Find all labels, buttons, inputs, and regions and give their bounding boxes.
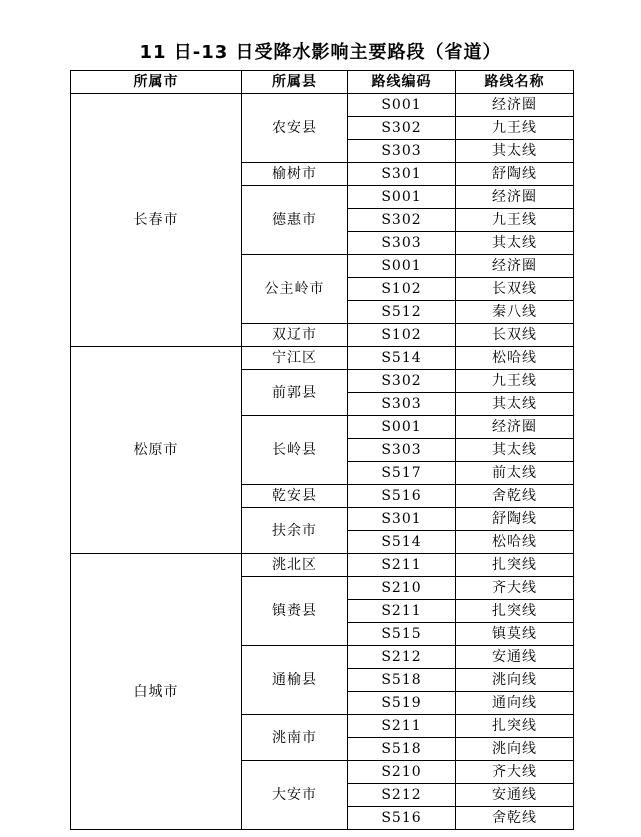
route-code-cell: S102 bbox=[348, 278, 456, 301]
route-code-cell: S518 bbox=[348, 738, 456, 761]
route-code-cell: S303 bbox=[348, 232, 456, 255]
route-name-cell: 其太线 bbox=[456, 232, 574, 255]
header-route-code: 路线编码 bbox=[348, 71, 456, 94]
city-cell: 松原市 bbox=[71, 347, 242, 554]
route-name-cell: 洮向线 bbox=[456, 738, 574, 761]
table-header-row bbox=[71, 71, 574, 94]
route-name-cell: 九王线 bbox=[456, 209, 574, 232]
route-name-cell: 九王线 bbox=[456, 370, 574, 393]
route-name-cell: 秦八线 bbox=[456, 301, 574, 324]
route-code-cell: S211 bbox=[348, 554, 456, 577]
route-code-cell: S516 bbox=[348, 485, 456, 508]
route-name-cell: 洮向线 bbox=[456, 669, 574, 692]
route-code-cell: S210 bbox=[348, 577, 456, 600]
county-cell: 榆树市 bbox=[242, 163, 348, 186]
route-name-cell: 经济圈 bbox=[456, 186, 574, 209]
route-code-cell: S515 bbox=[348, 623, 456, 646]
route-code-cell: S514 bbox=[348, 347, 456, 370]
route-code-cell: S211 bbox=[348, 715, 456, 738]
city-cell: 长春市 bbox=[71, 94, 242, 347]
route-name-cell: 其太线 bbox=[456, 439, 574, 462]
city-cell: 白城市 bbox=[71, 554, 242, 830]
county-cell: 农安县 bbox=[242, 94, 348, 163]
header-county: 所属县 bbox=[242, 71, 348, 94]
county-cell: 通榆县 bbox=[242, 646, 348, 715]
route-code-cell: S001 bbox=[348, 186, 456, 209]
route-name-cell: 经济圈 bbox=[456, 94, 574, 117]
route-code-cell: S303 bbox=[348, 140, 456, 163]
route-code-cell: S211 bbox=[348, 600, 456, 623]
route-name-cell: 镇莫线 bbox=[456, 623, 574, 646]
route-name-cell: 其太线 bbox=[456, 393, 574, 416]
route-code-cell: S301 bbox=[348, 163, 456, 186]
route-name-cell: 扎突线 bbox=[456, 715, 574, 738]
county-cell: 长岭县 bbox=[242, 416, 348, 485]
route-code-cell: S302 bbox=[348, 209, 456, 232]
route-name-cell: 长双线 bbox=[456, 324, 574, 347]
header-route-name: 路线名称 bbox=[456, 71, 574, 94]
route-name-cell: 安通线 bbox=[456, 646, 574, 669]
route-name-cell: 其太线 bbox=[456, 140, 574, 163]
route-code-cell: S519 bbox=[348, 692, 456, 715]
route-name-cell: 经济圈 bbox=[456, 416, 574, 439]
header-city: 所属市 bbox=[71, 71, 242, 94]
county-cell: 扶余市 bbox=[242, 508, 348, 554]
page-title: 11 日-13 日受降水影响主要路段（省道） bbox=[139, 42, 502, 63]
route-name-cell: 齐大线 bbox=[456, 761, 574, 784]
route-code-cell: S302 bbox=[348, 370, 456, 393]
table-row bbox=[71, 94, 574, 117]
route-code-cell: S001 bbox=[348, 255, 456, 278]
route-code-cell: S303 bbox=[348, 393, 456, 416]
route-name-cell: 松哈线 bbox=[456, 531, 574, 554]
route-name-cell: 扎突线 bbox=[456, 554, 574, 577]
route-name-cell: 舍乾线 bbox=[456, 485, 574, 508]
route-name-cell: 松哈线 bbox=[456, 347, 574, 370]
route-name-cell: 扎突线 bbox=[456, 600, 574, 623]
county-cell: 德惠市 bbox=[242, 186, 348, 255]
route-code-cell: S102 bbox=[348, 324, 456, 347]
route-name-cell: 经济圈 bbox=[456, 255, 574, 278]
route-code-cell: S210 bbox=[348, 761, 456, 784]
route-code-cell: S517 bbox=[348, 462, 456, 485]
route-code-cell: S001 bbox=[348, 94, 456, 117]
table-row bbox=[71, 554, 574, 577]
route-code-cell: S516 bbox=[348, 807, 456, 830]
route-code-cell: S518 bbox=[348, 669, 456, 692]
county-cell: 双辽市 bbox=[242, 324, 348, 347]
road-table bbox=[70, 70, 574, 830]
route-name-cell: 舒陶线 bbox=[456, 163, 574, 186]
route-code-cell: S303 bbox=[348, 439, 456, 462]
county-cell: 前郭县 bbox=[242, 370, 348, 416]
county-cell: 大安市 bbox=[242, 761, 348, 830]
route-code-cell: S512 bbox=[348, 301, 456, 324]
route-name-cell: 舍乾线 bbox=[456, 807, 574, 830]
county-cell: 公主岭市 bbox=[242, 255, 348, 324]
county-cell: 乾安县 bbox=[242, 485, 348, 508]
county-cell: 镇赉县 bbox=[242, 577, 348, 646]
route-name-cell: 舒陶线 bbox=[456, 508, 574, 531]
route-code-cell: S001 bbox=[348, 416, 456, 439]
route-name-cell: 前太线 bbox=[456, 462, 574, 485]
route-code-cell: S302 bbox=[348, 117, 456, 140]
route-name-cell: 九王线 bbox=[456, 117, 574, 140]
table-row bbox=[71, 347, 574, 370]
route-name-cell: 通向线 bbox=[456, 692, 574, 715]
county-cell: 宁江区 bbox=[242, 347, 348, 370]
route-name-cell: 齐大线 bbox=[456, 577, 574, 600]
route-code-cell: S514 bbox=[348, 531, 456, 554]
route-name-cell: 安通线 bbox=[456, 784, 574, 807]
county-cell: 洮北区 bbox=[242, 554, 348, 577]
county-cell: 洮南市 bbox=[242, 715, 348, 761]
route-code-cell: S212 bbox=[348, 784, 456, 807]
route-name-cell: 长双线 bbox=[456, 278, 574, 301]
route-code-cell: S301 bbox=[348, 508, 456, 531]
route-code-cell: S212 bbox=[348, 646, 456, 669]
